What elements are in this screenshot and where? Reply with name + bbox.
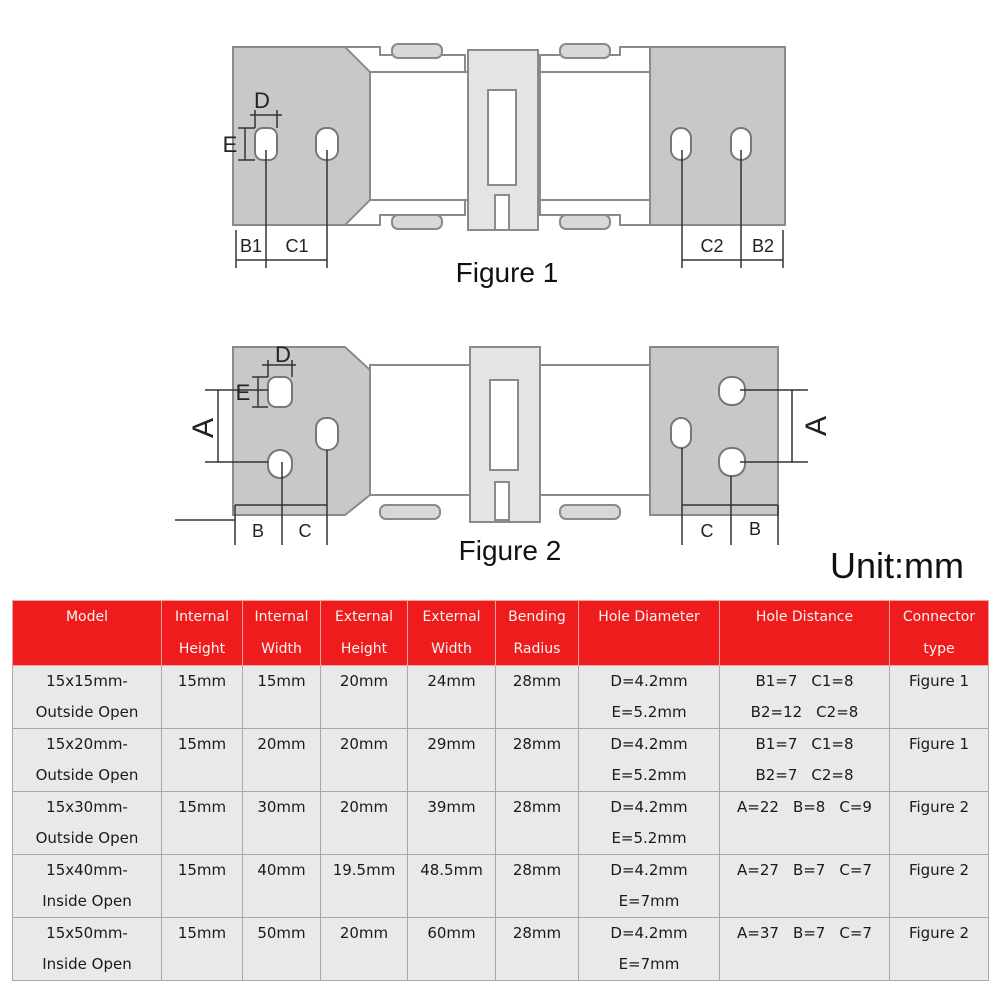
- fig1-label-b1: B1: [239, 236, 263, 256]
- hole-diameter-cell: [579, 729, 720, 792]
- column-header-text: Hole Distance: [755, 609, 854, 625]
- column-header: [13, 601, 162, 666]
- column-header: [321, 601, 408, 666]
- hole-distance-cell: [720, 729, 890, 792]
- hole-distance-cell-value: A=37: [737, 924, 779, 942]
- hole-distance-cell-value: C1=8: [811, 735, 854, 753]
- internal-height-cell: 15mm: [162, 729, 243, 792]
- external-width-cell: 39mm: [408, 792, 496, 855]
- bending-radius-cell: 28mm: [496, 792, 579, 855]
- bending-radius-cell: 28mm: [496, 666, 579, 729]
- column-header-text: Radius: [513, 641, 561, 657]
- internal-width-cell: 30mm: [243, 792, 321, 855]
- internal-height-cell: 15mm: [162, 918, 243, 981]
- hole-distance-cell-value: C=7: [839, 861, 872, 879]
- hole-distance-cell-line: [722, 729, 887, 760]
- hole-distance-cell-value: C1=8: [811, 672, 854, 690]
- model-cell-line: 15x50mm-: [46, 924, 128, 942]
- hole-distance-cell-value: C2=8: [816, 703, 859, 721]
- hole-diameter-cell-line: E=7mm: [618, 892, 680, 910]
- column-header-text: Height: [178, 641, 226, 657]
- table-row: [13, 729, 989, 792]
- column-header-text: Height: [340, 641, 388, 657]
- model-cell-line: Outside Open: [35, 703, 139, 721]
- external-width-cell: 24mm: [408, 666, 496, 729]
- table-row: [13, 792, 989, 855]
- internal-width-cell: 50mm: [243, 918, 321, 981]
- model-cell-line: 15x40mm-: [46, 861, 128, 879]
- hole-diameter-cell-line: E=5.2mm: [611, 703, 687, 721]
- chain-link-left-bracket: [233, 47, 370, 225]
- internal-height-cell: 15mm: [162, 666, 243, 729]
- hole-diameter-cell-line: D=4.2mm: [610, 798, 688, 816]
- model-cell-line: 15x20mm-: [46, 735, 128, 753]
- column-header: [579, 601, 720, 666]
- table-row: [13, 855, 989, 918]
- hole-distance-cell-value: B=7: [792, 924, 826, 942]
- hole-distance-cell-value: B1=7: [755, 735, 798, 753]
- hole-distance-cell-line: [722, 918, 887, 949]
- hole-diameter-cell: [579, 666, 720, 729]
- fig2-label-c-right: C: [700, 521, 714, 541]
- hole-distance-cell-value: B=7: [792, 861, 826, 879]
- fig2-label-d: D: [275, 342, 291, 367]
- external-width-cell: 29mm: [408, 729, 496, 792]
- hole-distance-cell-value: A=27: [737, 861, 779, 879]
- chain-link-left-bracket: [233, 347, 370, 515]
- hole-distance-cell: [720, 792, 890, 855]
- fig1-label-b2: B2: [751, 236, 775, 256]
- table-body: [13, 666, 989, 981]
- connector-type-cell: Figure 1: [890, 729, 989, 792]
- bending-radius-cell: 28mm: [496, 855, 579, 918]
- spec-table: [12, 600, 989, 981]
- figure-2-drawing: [0, 330, 1000, 580]
- fig2-label-a-right: A: [800, 415, 833, 437]
- column-header: [720, 601, 890, 666]
- connector-type-cell: Figure 1: [890, 666, 989, 729]
- table-header-row: [13, 601, 989, 666]
- model-cell: [13, 792, 162, 855]
- hole-diameter-cell: [579, 855, 720, 918]
- column-header-text: Model: [65, 609, 109, 625]
- hole-distance-cell-value: B=8: [792, 798, 826, 816]
- model-cell-line: Outside Open: [35, 829, 139, 847]
- model-cell: [13, 729, 162, 792]
- external-height-cell: 20mm: [321, 729, 408, 792]
- unit-label: Unit:mm: [830, 545, 964, 586]
- internal-width-cell: 20mm: [243, 729, 321, 792]
- figure-1-caption: Figure 1: [455, 257, 559, 288]
- chain-link-right-bracket: [650, 347, 778, 515]
- chain-link-center-hinge: [468, 50, 538, 230]
- hole-distance-cell-line: [722, 855, 887, 886]
- hole-distance-cell-value: A=22: [737, 798, 779, 816]
- bending-radius-cell: 28mm: [496, 918, 579, 981]
- hole-distance-cell-value: C=9: [839, 798, 872, 816]
- column-header-text: Hole Diameter: [598, 609, 700, 625]
- hole-distance-cell-value: B2=7: [755, 766, 798, 784]
- model-cell-line: 15x15mm-: [46, 672, 128, 690]
- hole-distance-cell-value: C=7: [839, 924, 872, 942]
- hole-diameter-cell: [579, 918, 720, 981]
- chain-link-center-hinge: [470, 347, 540, 522]
- fig1-label-c2: C2: [700, 236, 724, 256]
- hole-distance-cell: [720, 918, 890, 981]
- column-header: [496, 601, 579, 666]
- fig2-label-b-right: B: [748, 519, 762, 539]
- fig1-label-e: E: [222, 132, 238, 157]
- model-cell-line: Inside Open: [42, 892, 132, 910]
- hole-distance-cell-line: [722, 760, 887, 791]
- model-cell-line: Outside Open: [35, 766, 139, 784]
- hole-distance-cell-line: [722, 666, 887, 697]
- hole-diameter-cell-line: E=7mm: [618, 955, 680, 973]
- model-cell-line: 15x30mm-: [46, 798, 128, 816]
- external-height-cell: 19.5mm: [321, 855, 408, 918]
- connector-type-cell: Figure 2: [890, 918, 989, 981]
- internal-width-cell: 15mm: [243, 666, 321, 729]
- column-header-text: type: [923, 641, 955, 657]
- hole-distance-cell-line: [722, 792, 887, 823]
- hole-diameter-cell-line: E=5.2mm: [611, 829, 687, 847]
- bending-radius-cell: 28mm: [496, 729, 579, 792]
- figure-2-caption: Figure 2: [458, 535, 562, 566]
- column-header-text: Internal: [175, 609, 229, 625]
- model-cell: [13, 666, 162, 729]
- column-header: [162, 601, 243, 666]
- hole-diameter-cell-line: D=4.2mm: [610, 861, 688, 879]
- table-row: [13, 918, 989, 981]
- internal-height-cell: 15mm: [162, 855, 243, 918]
- hole-distance-cell-value: B1=7: [755, 672, 798, 690]
- column-header-text: Bending: [508, 609, 566, 625]
- fig1-label-c1: C1: [285, 236, 309, 256]
- fig2-label-e: E: [235, 380, 251, 405]
- column-header: [408, 601, 496, 666]
- hole-distance-cell: [720, 666, 890, 729]
- column-header-text: Width: [261, 641, 302, 657]
- model-cell: [13, 918, 162, 981]
- column-header-text: Connector: [902, 609, 976, 625]
- model-cell-line: Inside Open: [42, 955, 132, 973]
- table-row: [13, 666, 989, 729]
- model-cell: [13, 855, 162, 918]
- hole-diameter-cell-line: D=4.2mm: [610, 672, 688, 690]
- external-width-cell: 60mm: [408, 918, 496, 981]
- hole-distance-cell: [720, 855, 890, 918]
- hole-distance-cell-value: C2=8: [811, 766, 854, 784]
- hole-diameter-cell-line: D=4.2mm: [610, 924, 688, 942]
- hole-diameter-cell-line: D=4.2mm: [610, 735, 688, 753]
- column-header-text: Internal: [254, 609, 309, 625]
- hole-distance-cell-line: [722, 697, 887, 728]
- column-header-text: External: [422, 609, 481, 625]
- fig2-label-b-left: B: [251, 521, 265, 541]
- hole-diameter-cell-line: E=5.2mm: [611, 766, 687, 784]
- internal-height-cell: 15mm: [162, 792, 243, 855]
- external-height-cell: 20mm: [321, 666, 408, 729]
- external-width-cell: 48.5mm: [408, 855, 496, 918]
- hole-diameter-cell: [579, 792, 720, 855]
- connector-type-cell: Figure 2: [890, 855, 989, 918]
- external-height-cell: 20mm: [321, 918, 408, 981]
- column-header-text: Width: [431, 641, 472, 657]
- column-header: [243, 601, 321, 666]
- figure-1-drawing: [0, 0, 1000, 300]
- fig1-label-d: D: [254, 88, 270, 113]
- hole-distance-cell-value: B2=12: [750, 703, 803, 721]
- internal-width-cell: 40mm: [243, 855, 321, 918]
- fig2-label-c-left: C: [298, 521, 312, 541]
- connector-type-cell: Figure 2: [890, 792, 989, 855]
- fig2-label-a-left: A: [187, 417, 220, 439]
- column-header-text: External: [334, 609, 394, 625]
- external-height-cell: 20mm: [321, 792, 408, 855]
- column-header: [890, 601, 989, 666]
